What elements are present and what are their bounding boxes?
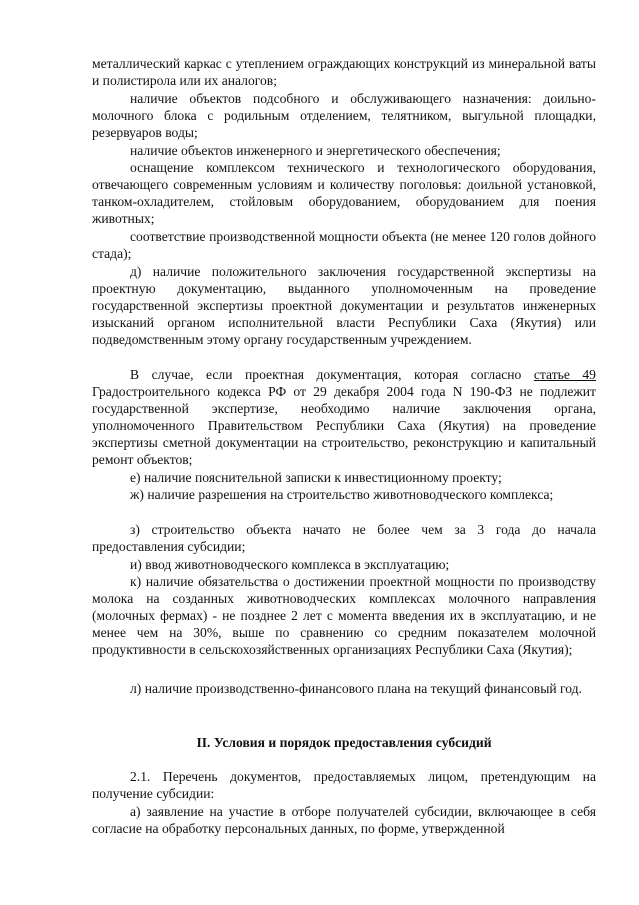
paragraph-item-a: а) заявление на участие в отборе получателей субсидии, включающее в себя согласие на обработку персональных данных, по форме, утвержденной: [92, 804, 596, 837]
section-heading: II. Условия и порядок предоставления субсидий: [196, 735, 492, 750]
paragraph-item-i: и) ввод животноводческого комплекса в эксплуатацию;: [130, 557, 450, 572]
paragraph-item-z: з) строительство объекта начато не более чем за 3 года до начала предоставления субсидии;: [92, 522, 596, 555]
paragraph-engineering-objects: наличие объектов инженерного и энергетического обеспечения;: [130, 143, 501, 158]
paragraph-item-l: л) наличие производственно-финансового плана на текущий финансовый год.: [130, 681, 582, 696]
paragraph-project-docs-text-after: Градостроительного кодекса РФ от 29 декабря 2004 года N 190-ФЗ не подлежит государственной экспертизе, необходимо наличие заключения органа, уполномоченного Правительством Республики Саха (Якутия) на проведение экспертизы сметной документации на строительство, реконструкцию и капитальный ремонт объектов;: [92, 384, 596, 468]
paragraph-2-1: 2.1. Перечень документов, предоставляемых лицом, претендующим на получение субсидии:: [92, 769, 596, 802]
article-49-link[interactable]: статье 49: [533, 367, 596, 382]
paragraph-project-docs-text-before: В случае, если проектная документация, которая согласно: [130, 367, 534, 382]
paragraph-frame-insulation: металлический каркас с утеплением ограждающих конструкций из минеральной ваты и полистирола или их аналогов;: [92, 56, 596, 89]
paragraph-equipment: оснащение комплексом технического и технологического оборудования, отвечающего современным условиям и количеству поголовья: доильной установкой, танком-охладителем, стойловым оборудованием, оборудованием для поения животных;: [92, 160, 596, 227]
paragraph-item-e: е) наличие пояснительной записки к инвестиционному проекту;: [130, 470, 502, 485]
paragraph-auxiliary-objects: наличие объектов подсобного и обслуживающего назначения: доильно-молочного блока с родильным отделением, телятником, выгульной площадки, резервуаров воды;: [92, 91, 596, 141]
paragraph-item-k: к) наличие обязательства о достижении проектной мощности по производству молока на созданных животноводческих комплексах молочного направления (молочных фермах) - не позднее 2 лет с момента введения их в эксплуатацию, и не менее чем на 30%, выше по сравнению со средним показателем молочной продуктивности в сельскохозяйственных организациях Республики Саха (Якутия);: [92, 574, 596, 658]
paragraph-capacity: соответствие производственной мощности объекта (не менее 120 голов дойного стада);: [92, 229, 596, 262]
paragraph-item-zh: ж) наличие разрешения на строительство животноводческого комплекса;: [130, 487, 554, 502]
paragraph-item-d: д) наличие положительного заключения государственной экспертизы на проектную документацию, выданного уполномоченным на проведение государственной экспертизы проектной документации и результатов инженерных изысканий органом исполнительной власти Республики Саха (Якутия) или подведомственным этому органу государственным учреждением.: [92, 264, 596, 348]
paragraph-project-docs: [92, 366, 596, 469]
